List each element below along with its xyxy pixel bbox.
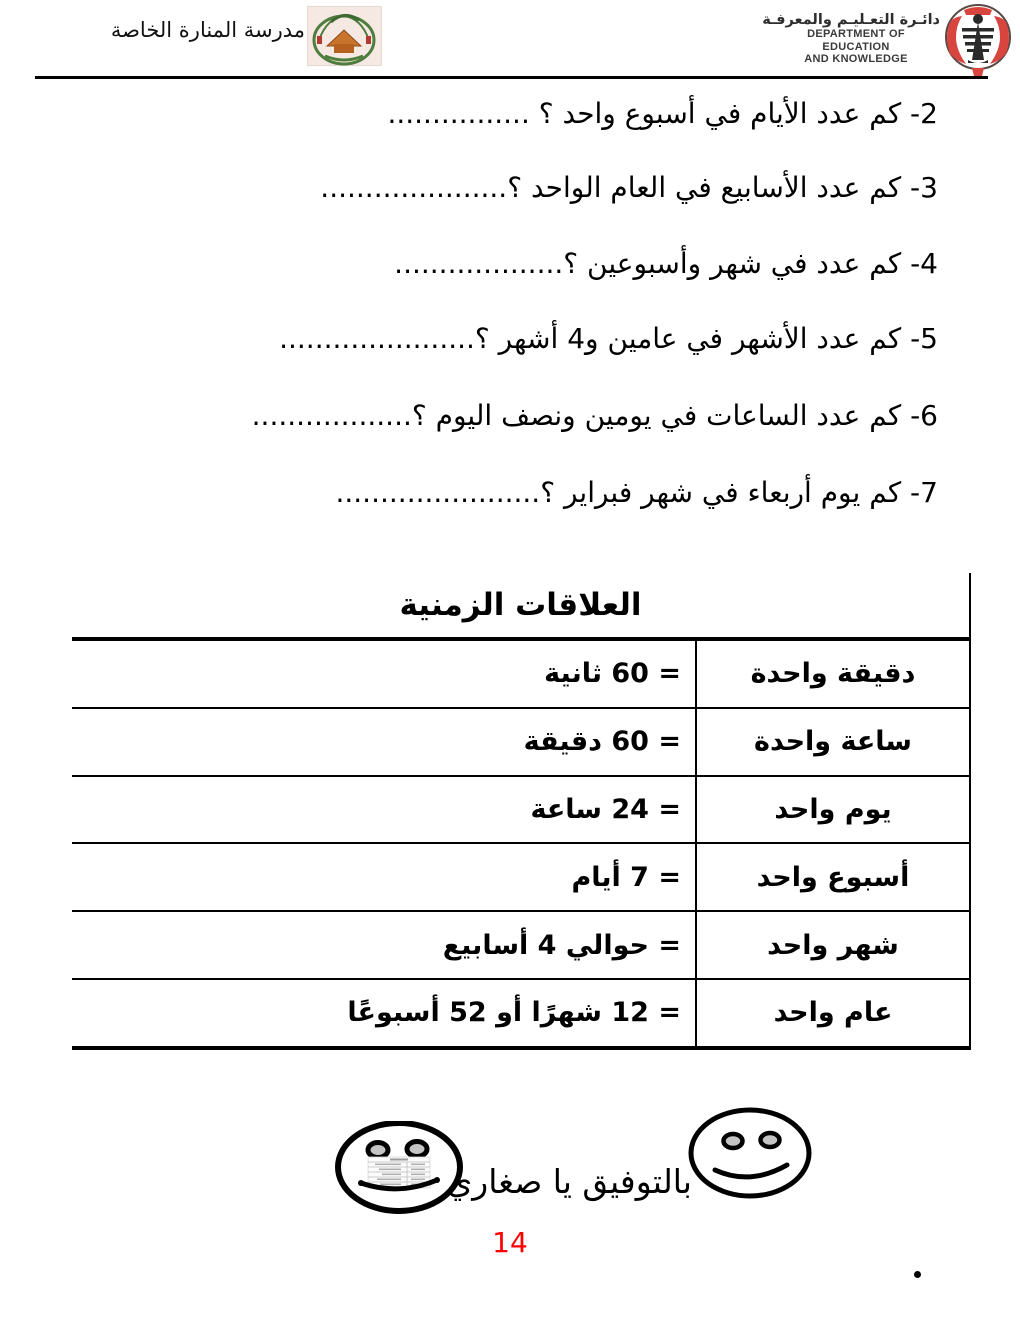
table-row: [72, 775, 969, 843]
table-cell-unit: يوم واحد: [695, 777, 969, 843]
table-cell-value: = 60 دقيقة: [523, 726, 681, 758]
question-7: 7- كم يوم أربعاء في شهر فبراير ؟.......................: [335, 476, 938, 509]
table-row: [72, 842, 969, 910]
department-name-english-2: AND KNOWLEDGE: [804, 53, 908, 65]
smiley-face-icon: [688, 1106, 813, 1205]
abu-dhabi-falcon-emblem-icon: [942, 2, 1014, 81]
table-row: [72, 978, 969, 1046]
school-logo-icon: [307, 6, 382, 70]
stray-ink-dot: [914, 1271, 921, 1278]
page-number: 14: [492, 1226, 528, 1259]
question-4: 4- كم عدد في شهر وأسبوعين ؟...................: [394, 247, 938, 280]
table-cell-value: = 24 ساعة: [530, 793, 681, 825]
table-cell-unit: أسبوع واحد: [695, 844, 969, 910]
table-title: العلاقات الزمنية: [72, 573, 971, 637]
question-2: 2- كم عدد الأيام في أسبوع واحد ؟ ................: [387, 97, 938, 130]
table-cell-value: = 7 أيام: [571, 861, 681, 893]
table-cell-unit: عام واحد: [695, 980, 969, 1046]
good-luck-message: بالتوفيق يا صغاري: [446, 1162, 692, 1201]
table-row: [72, 910, 969, 978]
school-name: مدرسة المنارة الخاصة: [110, 18, 305, 42]
table-cell-unit: دقيقة واحدة: [695, 641, 969, 707]
department-header: [762, 12, 940, 66]
department-name-arabic: دائـرة التعـليـم والمعرفـة: [762, 12, 940, 28]
time-relations-table: [72, 573, 971, 1050]
table-cell-value: = حوالي 4 أسابيع: [442, 929, 681, 961]
table-cell-value: = 12 شهرًا أو 52 أسبوعًا: [347, 997, 681, 1029]
question-5: 5- كم عدد الأشهر في عامين و4 أشهر ؟......................: [279, 322, 938, 355]
question-6: 6- كم عدد الساعات في يومين ونصف اليوم ؟..................: [251, 399, 938, 432]
table-row: [72, 641, 969, 707]
header-divider-line: [35, 76, 988, 79]
table-cell-value: = 60 ثانية: [544, 658, 681, 690]
smiley-face-with-table-icon: [335, 1121, 463, 1220]
table-row: [72, 707, 969, 775]
table-cell-unit: ساعة واحدة: [695, 709, 969, 775]
department-name-english-1: DEPARTMENT OF EDUCATION: [807, 28, 905, 53]
question-3: 3- كم عدد الأسابيع في العام الواحد ؟.....................: [320, 171, 938, 204]
table-cell-unit: شهر واحد: [695, 912, 969, 978]
